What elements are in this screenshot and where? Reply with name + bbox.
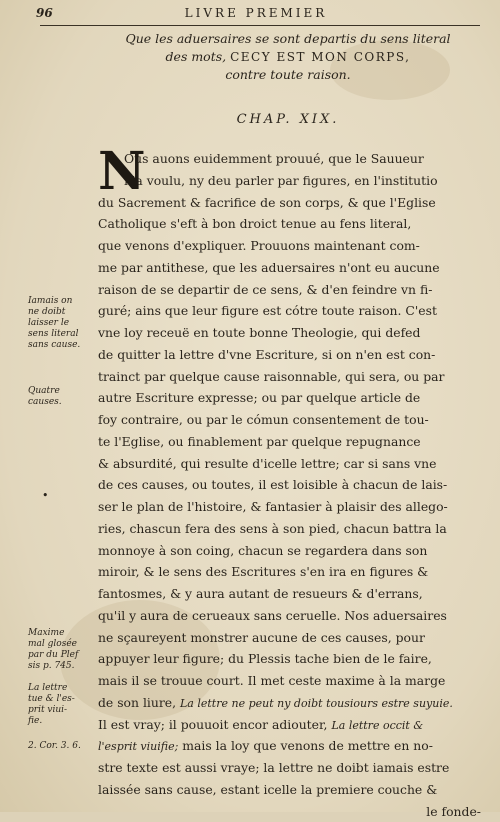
body-line: de quitter la lettre d'vne Escriture, si on n'en est con- xyxy=(98,344,481,366)
title-line-3: contre toute raison. xyxy=(98,66,478,84)
margin-note-line: laisser le xyxy=(28,318,96,329)
margin-note-line: mal glosée xyxy=(28,639,96,650)
margin-note-line: ne doibt xyxy=(28,307,96,318)
margin-note-line: Quatre xyxy=(28,386,96,397)
margin-note-line: prit viui- xyxy=(28,705,96,716)
body-lines xyxy=(98,148,481,692)
chapter-heading: CHAP. XIX. xyxy=(98,112,478,127)
body-line: me par antithese, que les aduersaires n'ont eu aucune xyxy=(98,257,481,279)
body-line: foy contraire, ou par le cómun consentement de tou- xyxy=(98,409,481,431)
body-line: miroir, & le sens des Escritures s'en ira en figures & xyxy=(98,561,481,583)
title-line-2-italic: des mots, xyxy=(166,49,227,64)
body-text xyxy=(98,148,481,822)
margin-note-line: par du Plef xyxy=(28,650,96,661)
margin-note-line: Maxime xyxy=(28,628,96,639)
margin-note-line: Iamais on xyxy=(28,296,96,307)
margin-note-line: causes. xyxy=(28,397,96,408)
body-line: Catholique s'eft à bon droict tenue au fens literal, xyxy=(98,213,481,235)
body-line: qu'il y aura de cerueaux sans ceruelle. Nos aduersaires xyxy=(98,605,481,627)
body-line: ries, chascun fera des sens à son pied, chacun battra la xyxy=(98,518,481,540)
running-head: LIVRE PREMIER xyxy=(36,6,476,20)
body-line: te l'Eglise, ou finablement par quelque repugnance xyxy=(98,431,481,453)
chapter-title xyxy=(98,30,478,84)
margin-note-line: 2. Cor. 3. 6. xyxy=(28,741,96,752)
page-number: 96 xyxy=(36,6,53,20)
page-header xyxy=(36,6,476,24)
body-line: appuyer leur figure; du Plessis tache bien de le faire, xyxy=(98,648,481,670)
drop-cap: N xyxy=(98,150,146,194)
margin-note xyxy=(28,628,96,672)
body-line: le fonde- xyxy=(98,801,481,822)
body-line: fantosmes, & y aura autant de resueurs & d'errans, xyxy=(98,583,481,605)
body-line: & absurdité, qui resulte d'icelle lettre; car si sans vne xyxy=(98,453,481,475)
margin-note-line: sens literal xyxy=(28,329,96,340)
body-line: stre texte est aussi vraye; la lettre ne doibt iamais estre xyxy=(98,757,481,779)
header-rule xyxy=(40,25,480,26)
margin-note xyxy=(28,386,96,408)
margin-note-line: fie. xyxy=(28,716,96,727)
body-line-26: de son liure, La lettre ne peut ny doibt tousiours estre suyuie. xyxy=(98,692,481,714)
margin-note-line: La lettre xyxy=(28,683,96,694)
body-line: guré; ains que leur figure est cótre toute raison. C'est xyxy=(98,300,481,322)
body-line: trainct par quelque cause raisonnable, qui sera, ou par xyxy=(98,366,481,388)
body-line: ne sçaureyent monstrer aucune de ces causes, pour xyxy=(98,627,481,649)
body-lines-end xyxy=(98,757,481,822)
body-line: n'a voulu, ny deu parler par figures, en l'institutio xyxy=(98,170,481,192)
body-line: ser le plan de l'histoire, & fantasier à plaisir des allego- xyxy=(98,496,481,518)
margin-note-line: sis p. 745. xyxy=(28,661,96,672)
body-line: vne loy receuë en toute bonne Theologie, qui defed xyxy=(98,322,481,344)
body-line: raison de se departir de ce sens, & d'en feindre vn fi- xyxy=(98,279,481,301)
margin-note-line: sans cause. xyxy=(28,340,96,351)
body-line-27: Il est vray; il pouuoit encor adiouter, La lettre occit & xyxy=(98,714,481,736)
title-line-2-caps: CECY EST MON CORPS, xyxy=(230,50,410,64)
body-line: du Sacrement & facrifice de son corps, & que l'Eglise xyxy=(98,192,481,214)
margin-mark: • xyxy=(42,489,49,502)
body-line: Ous auons euidemment prouué, que le Sauueur xyxy=(98,148,481,170)
margin-note xyxy=(28,741,96,752)
body-line: mais il se trouue court. Il met ceste maxime à la marge xyxy=(98,670,481,692)
body-line: monnoye à son coing, chacun se regardera dans son xyxy=(98,540,481,562)
margin-note xyxy=(28,683,96,727)
body-line-28: l'esprit viuifie; mais la loy que venons de mettre en no- xyxy=(98,735,481,757)
title-line-2 xyxy=(98,48,478,66)
body-line: de ces causes, ou toutes, il est loisible à chacun de lais- xyxy=(98,474,481,496)
margin-note xyxy=(28,296,96,351)
margin-note-line: tue & l'es- xyxy=(28,694,96,705)
title-line-1: Que les aduersaires se sont departis du sens literal xyxy=(98,30,478,48)
body-line: que venons d'expliquer. Prouuons maintenant com- xyxy=(98,235,481,257)
body-line: laissée sans cause, estant icelle la premiere couche & xyxy=(98,779,481,801)
body-line: autre Escriture expresse; ou par quelque article de xyxy=(98,387,481,409)
